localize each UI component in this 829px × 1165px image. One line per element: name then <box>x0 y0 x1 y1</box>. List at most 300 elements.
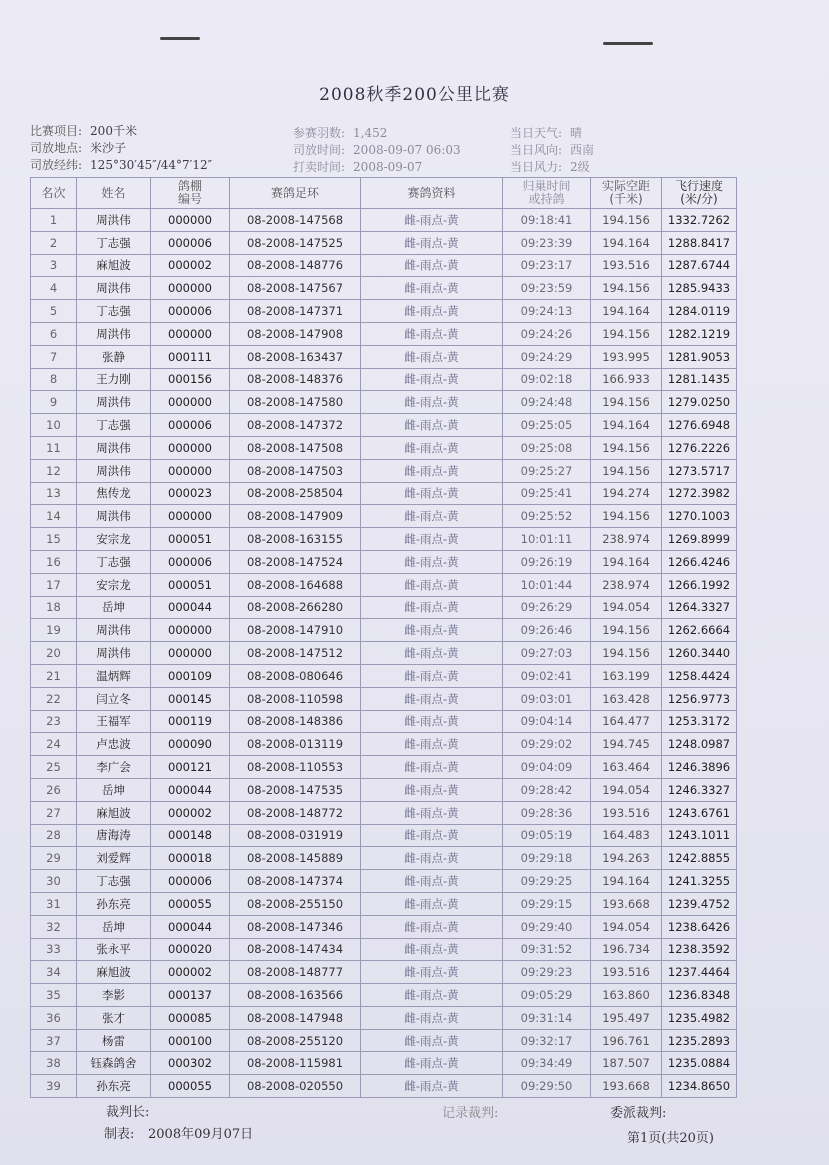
cell-rank: 37 <box>31 1029 77 1052</box>
info-weather <box>510 124 582 141</box>
cell-dist: 194.156 <box>591 277 662 300</box>
cell-rank: 22 <box>31 687 77 710</box>
cell-rank: 11 <box>31 436 77 459</box>
info-project-value: 200千米 <box>90 124 137 138</box>
cell-speed: 1279.0250 <box>662 391 737 414</box>
cell-speed: 1287.6744 <box>662 254 737 277</box>
cell-ring: 08-2008-031919 <box>230 824 361 847</box>
cell-loft: 000002 <box>151 801 230 824</box>
cell-time: 09:34:49 <box>503 1052 591 1075</box>
info-coords <box>30 156 212 173</box>
cell-rank: 34 <box>31 961 77 984</box>
cell-time: 09:28:36 <box>503 801 591 824</box>
cell-time: 09:23:59 <box>503 277 591 300</box>
cell-dist: 166.933 <box>591 368 662 391</box>
cell-desc: 雌-雨点-黄 <box>361 596 503 619</box>
table-row <box>31 345 737 368</box>
cell-dist: 194.164 <box>591 231 662 254</box>
cell-ring: 08-2008-147524 <box>230 550 361 573</box>
cell-ring: 08-2008-147372 <box>230 414 361 437</box>
cell-loft: 000051 <box>151 573 230 596</box>
cell-loft: 000000 <box>151 322 230 345</box>
cell-desc: 雌-雨点-黄 <box>361 505 503 528</box>
cell-desc: 雌-雨点-黄 <box>361 642 503 665</box>
cell-dist: 238.974 <box>591 573 662 596</box>
table-row <box>31 938 737 961</box>
cell-name: 周洪伟 <box>77 209 151 232</box>
cell-loft: 000090 <box>151 733 230 756</box>
cell-rank: 29 <box>31 847 77 870</box>
cell-speed: 1241.3255 <box>662 870 737 893</box>
cell-time: 09:05:29 <box>503 984 591 1007</box>
cell-rank: 24 <box>31 733 77 756</box>
cell-time: 09:24:26 <box>503 322 591 345</box>
cell-desc: 雌-雨点-黄 <box>361 847 503 870</box>
cell-dist: 194.156 <box>591 619 662 642</box>
cell-loft: 000100 <box>151 1029 230 1052</box>
cell-time: 09:29:15 <box>503 892 591 915</box>
cell-rank: 21 <box>31 664 77 687</box>
info-wind-force-label: 当日风力: <box>510 160 563 174</box>
cell-name: 周洪伟 <box>77 436 151 459</box>
cell-rank: 36 <box>31 1006 77 1029</box>
cell-ring: 08-2008-163437 <box>230 345 361 368</box>
cell-dist: 194.156 <box>591 391 662 414</box>
cell-dist: 194.164 <box>591 414 662 437</box>
cell-ring: 08-2008-115981 <box>230 1052 361 1075</box>
cell-desc: 雌-雨点-黄 <box>361 961 503 984</box>
cell-loft: 000006 <box>151 550 230 573</box>
cell-ring: 08-2008-148376 <box>230 368 361 391</box>
cell-time: 09:25:52 <box>503 505 591 528</box>
cell-rank: 26 <box>31 778 77 801</box>
cell-loft: 000148 <box>151 824 230 847</box>
cell-name: 周洪伟 <box>77 277 151 300</box>
cell-desc: 雌-雨点-黄 <box>361 801 503 824</box>
cell-desc: 雌-雨点-黄 <box>361 1052 503 1075</box>
cell-loft: 000006 <box>151 231 230 254</box>
cell-desc: 雌-雨点-黄 <box>361 915 503 938</box>
cell-desc: 雌-雨点-黄 <box>361 300 503 323</box>
table-row <box>31 1029 737 1052</box>
cell-name: 麻旭波 <box>77 801 151 824</box>
cell-time: 09:03:01 <box>503 687 591 710</box>
cell-rank: 16 <box>31 550 77 573</box>
cell-ring: 08-2008-266280 <box>230 596 361 619</box>
cell-dist: 163.199 <box>591 664 662 687</box>
table-row <box>31 847 737 870</box>
cell-time: 10:01:11 <box>503 528 591 551</box>
cell-rank: 25 <box>31 756 77 779</box>
cell-rank: 17 <box>31 573 77 596</box>
punch-mark-right <box>603 42 653 45</box>
cell-dist: 194.054 <box>591 596 662 619</box>
cell-rank: 35 <box>31 984 77 1007</box>
cell-loft: 000302 <box>151 1052 230 1075</box>
cell-dist: 194.156 <box>591 642 662 665</box>
cell-ring: 08-2008-147434 <box>230 938 361 961</box>
table-row <box>31 1052 737 1075</box>
cell-loft: 000002 <box>151 254 230 277</box>
cell-time: 09:29:18 <box>503 847 591 870</box>
cell-speed: 1276.6948 <box>662 414 737 437</box>
cell-desc: 雌-雨点-黄 <box>361 619 503 642</box>
cell-desc: 雌-雨点-黄 <box>361 391 503 414</box>
results-table <box>30 177 737 1098</box>
cell-ring: 08-2008-147346 <box>230 915 361 938</box>
cell-rank: 38 <box>31 1052 77 1075</box>
info-wind-dir-label: 当日风向: <box>510 143 563 157</box>
cell-name: 王力刚 <box>77 368 151 391</box>
cell-loft: 000000 <box>151 459 230 482</box>
cell-name: 闫立冬 <box>77 687 151 710</box>
table-row <box>31 459 737 482</box>
cell-speed: 1281.1435 <box>662 368 737 391</box>
info-project-label: 比赛项目: <box>30 124 83 138</box>
cell-ring: 08-2008-147948 <box>230 1006 361 1029</box>
cell-dist: 187.507 <box>591 1052 662 1075</box>
cell-name: 张才 <box>77 1006 151 1029</box>
table-row <box>31 778 737 801</box>
cell-name: 岳坤 <box>77 915 151 938</box>
cell-name: 安宗龙 <box>77 573 151 596</box>
table-row <box>31 300 737 323</box>
cell-rank: 30 <box>31 870 77 893</box>
cell-ring: 08-2008-147508 <box>230 436 361 459</box>
cell-ring: 08-2008-110553 <box>230 756 361 779</box>
cell-speed: 1238.6426 <box>662 915 737 938</box>
cell-desc: 雌-雨点-黄 <box>361 550 503 573</box>
cell-speed: 1239.4752 <box>662 892 737 915</box>
info-release-time-value: 2008-09-07 06:03 <box>353 143 461 157</box>
cell-name: 周洪伟 <box>77 505 151 528</box>
cell-ring: 08-2008-255120 <box>230 1029 361 1052</box>
info-release-place <box>30 139 126 156</box>
cell-speed: 1237.4464 <box>662 961 737 984</box>
cell-rank: 18 <box>31 596 77 619</box>
cell-ring: 08-2008-110598 <box>230 687 361 710</box>
cell-rank: 39 <box>31 1075 77 1098</box>
cell-dist: 194.156 <box>591 459 662 482</box>
header-loft: 鸽棚 编号 <box>151 178 230 209</box>
cell-speed: 1332.7262 <box>662 209 737 232</box>
page-info: 第1页(共20页) <box>627 1131 714 1146</box>
cell-dist: 194.054 <box>591 778 662 801</box>
info-wind-dir <box>510 141 594 158</box>
cell-loft: 000145 <box>151 687 230 710</box>
cell-time: 09:05:19 <box>503 824 591 847</box>
cell-time: 09:29:40 <box>503 915 591 938</box>
cell-desc: 雌-雨点-黄 <box>361 778 503 801</box>
cell-desc: 雌-雨点-黄 <box>361 345 503 368</box>
cell-speed: 1248.0987 <box>662 733 737 756</box>
cell-loft: 000051 <box>151 528 230 551</box>
cell-dist: 194.156 <box>591 436 662 459</box>
cell-name: 周洪伟 <box>77 642 151 665</box>
cell-loft: 000000 <box>151 505 230 528</box>
cell-speed: 1288.8417 <box>662 231 737 254</box>
cell-desc: 雌-雨点-黄 <box>361 414 503 437</box>
cell-time: 09:31:14 <box>503 1006 591 1029</box>
cell-loft: 000020 <box>151 938 230 961</box>
table-row <box>31 528 737 551</box>
cell-ring: 08-2008-255150 <box>230 892 361 915</box>
cell-rank: 9 <box>31 391 77 414</box>
cell-desc: 雌-雨点-黄 <box>361 710 503 733</box>
cell-loft: 000121 <box>151 756 230 779</box>
cell-desc: 雌-雨点-黄 <box>361 870 503 893</box>
table-row <box>31 322 737 345</box>
cell-ring: 08-2008-020550 <box>230 1075 361 1098</box>
cell-loft: 000023 <box>151 482 230 505</box>
header-desc: 赛鸽资料 <box>361 178 503 209</box>
cell-time: 09:25:27 <box>503 459 591 482</box>
cell-time: 09:29:25 <box>503 870 591 893</box>
cell-loft: 000000 <box>151 436 230 459</box>
cell-name: 刘爱辉 <box>77 847 151 870</box>
cell-name: 丁志强 <box>77 300 151 323</box>
cell-dist: 194.745 <box>591 733 662 756</box>
cell-name: 孙东亮 <box>77 892 151 915</box>
cell-speed: 1242.8855 <box>662 847 737 870</box>
cell-speed: 1253.3172 <box>662 710 737 733</box>
cell-ring: 08-2008-145889 <box>230 847 361 870</box>
cell-dist: 194.156 <box>591 505 662 528</box>
page-title: 2008秋季200公里比赛 <box>319 85 510 105</box>
cell-ring: 08-2008-147910 <box>230 619 361 642</box>
cell-speed: 1246.3327 <box>662 778 737 801</box>
cell-time: 09:25:08 <box>503 436 591 459</box>
cell-loft: 000085 <box>151 1006 230 1029</box>
cell-loft: 000044 <box>151 778 230 801</box>
cell-ring: 08-2008-258504 <box>230 482 361 505</box>
cell-ring: 08-2008-147908 <box>230 322 361 345</box>
cell-loft: 000055 <box>151 1075 230 1098</box>
cell-speed: 1276.2226 <box>662 436 737 459</box>
cell-speed: 1269.8999 <box>662 528 737 551</box>
table-header-row <box>31 178 737 209</box>
cell-name: 丁志强 <box>77 550 151 573</box>
cell-loft: 000137 <box>151 984 230 1007</box>
cell-loft: 000000 <box>151 391 230 414</box>
cell-desc: 雌-雨点-黄 <box>361 254 503 277</box>
punch-mark-left <box>160 37 200 40</box>
cell-time: 09:26:46 <box>503 619 591 642</box>
cell-loft: 000055 <box>151 892 230 915</box>
cell-name: 周洪伟 <box>77 391 151 414</box>
cell-speed: 1256.9773 <box>662 687 737 710</box>
maker-date: 2008年09月07日 <box>148 1127 254 1142</box>
cell-rank: 10 <box>31 414 77 437</box>
cell-desc: 雌-雨点-黄 <box>361 277 503 300</box>
cell-time: 09:29:23 <box>503 961 591 984</box>
cell-ring: 08-2008-147512 <box>230 642 361 665</box>
table-row <box>31 368 737 391</box>
cell-loft: 000002 <box>151 961 230 984</box>
cell-speed: 1281.9053 <box>662 345 737 368</box>
info-trap-time <box>293 158 422 175</box>
cell-dist: 196.761 <box>591 1029 662 1052</box>
cell-speed: 1243.6761 <box>662 801 737 824</box>
cell-loft: 000111 <box>151 345 230 368</box>
info-release-time <box>293 141 461 158</box>
cell-desc: 雌-雨点-黄 <box>361 824 503 847</box>
cell-speed: 1272.3982 <box>662 482 737 505</box>
cell-time: 09:25:41 <box>503 482 591 505</box>
cell-speed: 1238.3592 <box>662 938 737 961</box>
cell-dist: 193.668 <box>591 892 662 915</box>
cell-loft: 000000 <box>151 619 230 642</box>
cell-dist: 164.477 <box>591 710 662 733</box>
info-release-place-label: 司放地点: <box>30 141 83 155</box>
cell-dist: 194.164 <box>591 550 662 573</box>
cell-dist: 196.734 <box>591 938 662 961</box>
cell-time: 09:24:13 <box>503 300 591 323</box>
info-entries-value: 1,452 <box>353 126 388 140</box>
info-wind-force <box>510 158 590 175</box>
cell-dist: 194.054 <box>591 915 662 938</box>
cell-dist: 193.668 <box>591 1075 662 1098</box>
info-weather-label: 当日天气: <box>510 126 563 140</box>
cell-time: 09:31:52 <box>503 938 591 961</box>
cell-ring: 08-2008-147374 <box>230 870 361 893</box>
cell-time: 09:32:17 <box>503 1029 591 1052</box>
cell-rank: 3 <box>31 254 77 277</box>
cell-desc: 雌-雨点-黄 <box>361 938 503 961</box>
info-weather-value: 晴 <box>570 126 583 140</box>
cell-time: 09:26:29 <box>503 596 591 619</box>
cell-rank: 12 <box>31 459 77 482</box>
cell-loft: 000000 <box>151 277 230 300</box>
cell-speed: 1235.2893 <box>662 1029 737 1052</box>
cell-name: 丁志强 <box>77 231 151 254</box>
cell-loft: 000044 <box>151 915 230 938</box>
cell-time: 10:01:44 <box>503 573 591 596</box>
cell-time: 09:29:02 <box>503 733 591 756</box>
info-project <box>30 122 137 139</box>
info-trap-time-label: 打卖时间: <box>293 160 346 174</box>
cell-rank: 33 <box>31 938 77 961</box>
cell-name: 张永平 <box>77 938 151 961</box>
table-row <box>31 391 737 414</box>
table-row <box>31 231 737 254</box>
header-speed: 飞行速度 (米/分) <box>662 178 737 209</box>
cell-rank: 23 <box>31 710 77 733</box>
cell-ring: 08-2008-147503 <box>230 459 361 482</box>
cell-name: 丁志强 <box>77 870 151 893</box>
cell-name: 周洪伟 <box>77 459 151 482</box>
cell-dist: 194.156 <box>591 322 662 345</box>
table-row <box>31 596 737 619</box>
cell-speed: 1235.4982 <box>662 1006 737 1029</box>
info-entries-label: 参赛羽数: <box>293 126 346 140</box>
table-row <box>31 254 737 277</box>
cell-speed: 1260.3440 <box>662 642 737 665</box>
cell-speed: 1236.8348 <box>662 984 737 1007</box>
cell-name: 卢忠波 <box>77 733 151 756</box>
cell-speed: 1266.4246 <box>662 550 737 573</box>
cell-desc: 雌-雨点-黄 <box>361 209 503 232</box>
cell-rank: 20 <box>31 642 77 665</box>
cell-speed: 1258.4424 <box>662 664 737 687</box>
cell-rank: 27 <box>31 801 77 824</box>
cell-speed: 1246.3896 <box>662 756 737 779</box>
cell-time: 09:04:14 <box>503 710 591 733</box>
cell-rank: 4 <box>31 277 77 300</box>
cell-ring: 08-2008-147535 <box>230 778 361 801</box>
cell-dist: 163.428 <box>591 687 662 710</box>
info-trap-time-value: 2008-09-07 <box>353 160 423 174</box>
cell-name: 麻旭波 <box>77 254 151 277</box>
table-row <box>31 550 737 573</box>
cell-name: 唐海涛 <box>77 824 151 847</box>
cell-rank: 2 <box>31 231 77 254</box>
table-row <box>31 1075 737 1098</box>
table-row <box>31 1006 737 1029</box>
cell-ring: 08-2008-147567 <box>230 277 361 300</box>
info-wind-dir-value: 西南 <box>570 143 595 157</box>
cell-ring: 08-2008-147568 <box>230 209 361 232</box>
cell-loft: 000000 <box>151 209 230 232</box>
cell-time: 09:02:41 <box>503 664 591 687</box>
cell-dist: 194.164 <box>591 300 662 323</box>
cell-rank: 1 <box>31 209 77 232</box>
header-name: 姓名 <box>77 178 151 209</box>
header-ring: 赛鸽足环 <box>230 178 361 209</box>
table-row <box>31 687 737 710</box>
cell-name: 李广会 <box>77 756 151 779</box>
cell-time: 09:18:41 <box>503 209 591 232</box>
cell-loft: 000109 <box>151 664 230 687</box>
cell-name: 周洪伟 <box>77 619 151 642</box>
cell-name: 周洪伟 <box>77 322 151 345</box>
cell-name: 岳坤 <box>77 778 151 801</box>
cell-desc: 雌-雨点-黄 <box>361 733 503 756</box>
cell-time: 09:24:29 <box>503 345 591 368</box>
cell-desc: 雌-雨点-黄 <box>361 231 503 254</box>
cell-loft: 000006 <box>151 300 230 323</box>
cell-speed: 1262.6664 <box>662 619 737 642</box>
cell-speed: 1264.3327 <box>662 596 737 619</box>
info-coords-label: 司放经纬: <box>30 158 83 172</box>
cell-desc: 雌-雨点-黄 <box>361 459 503 482</box>
header-rank: 名次 <box>31 178 77 209</box>
cell-ring: 08-2008-013119 <box>230 733 361 756</box>
cell-dist: 194.274 <box>591 482 662 505</box>
cell-time: 09:26:19 <box>503 550 591 573</box>
cell-ring: 08-2008-148777 <box>230 961 361 984</box>
table-row <box>31 824 737 847</box>
info-coords-value: 125°30′45″/44°7′12″ <box>90 158 213 172</box>
table-row <box>31 915 737 938</box>
cell-desc: 雌-雨点-黄 <box>361 528 503 551</box>
table-row <box>31 642 737 665</box>
cell-desc: 雌-雨点-黄 <box>361 1029 503 1052</box>
cell-rank: 7 <box>31 345 77 368</box>
cell-name: 丁志强 <box>77 414 151 437</box>
cell-rank: 19 <box>31 619 77 642</box>
cell-name: 钰森鸽舍 <box>77 1052 151 1075</box>
cell-desc: 雌-雨点-黄 <box>361 436 503 459</box>
cell-desc: 雌-雨点-黄 <box>361 687 503 710</box>
cell-name: 杨雷 <box>77 1029 151 1052</box>
cell-speed: 1243.1011 <box>662 824 737 847</box>
cell-time: 09:29:50 <box>503 1075 591 1098</box>
cell-speed: 1284.0119 <box>662 300 737 323</box>
cell-name: 温炳辉 <box>77 664 151 687</box>
cell-time: 09:04:09 <box>503 756 591 779</box>
cell-speed: 1235.0884 <box>662 1052 737 1075</box>
